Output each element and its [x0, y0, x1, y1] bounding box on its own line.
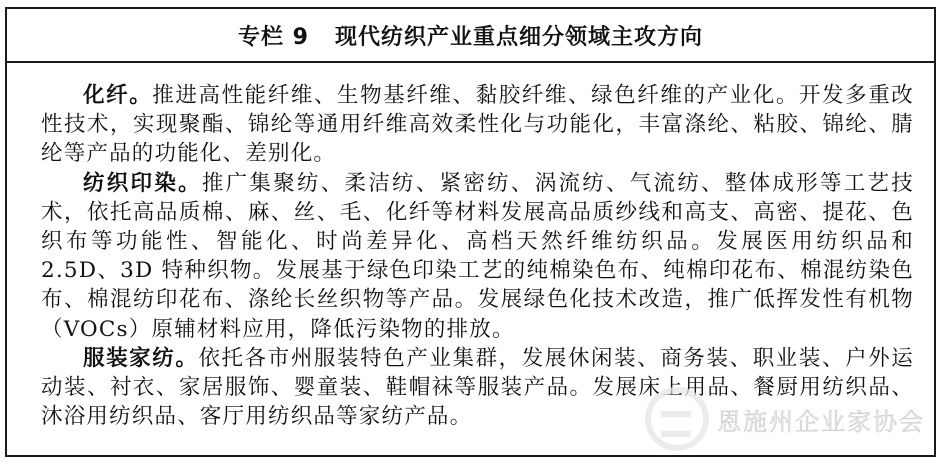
- paragraph-chemical-fiber: [41, 81, 914, 169]
- watermark-text: 恩施州企业家协会: [717, 407, 925, 436]
- watermark: [645, 387, 925, 451]
- paragraph-text: 推广集聚纺、柔洁纺、紧密纺、涡流纺、气流纺、整体成形等工艺技术，依托高品质棉、麻、丝、毛、化纤等材料发展高品质纱线和高支、高密、提花、色织布等功能性、智能化、时尚差异化、高档天然纤维纺织品。发展医用纺织品和 2.5D、3D 特种织物。发展基于绿色印染工艺的纯棉染色布、纯棉印花布、棉混纺染色布、棉混纺印花布、涤纶长丝织物等产品。发展绿色化技术改造，推广低挥发性有机物（VOCs）原辅材料应用，降低污染物的排放。: [41, 170, 914, 342]
- paragraph-text: 依托各市州服装特色产业集群，发展休闲装、商务装、职业装、户外运动装、衬衣、家居服饰、婴童装、鞋帽袜等服装产品。发展床上用品、餐厨用纺织品、沐浴用纺织品、客厅用纺织品等家纺产品。: [41, 345, 914, 430]
- paragraph-lead: 纺织印染。: [83, 170, 202, 196]
- paragraph-lead: 化纤。: [83, 83, 153, 108]
- column-content: [41, 81, 914, 431]
- paragraph-text: 推进高性能纤维、生物基纤维、黏胶纤维、绿色纤维的产业化。开发多重改性技术，实现聚酯、锦纶等通用纤维高效柔性化与功能化，丰富涤纶、粘胶、锦纶、腈纶等产品的功能化、差别化。: [41, 83, 915, 167]
- column-title: 现代纺织产业重点细分领域主攻方向: [334, 24, 703, 50]
- column-title-row: [7, 9, 934, 63]
- column-label: 专栏 9: [238, 24, 309, 50]
- paragraph-lead: 服装家纺。: [83, 345, 199, 371]
- paragraph-textile-dyeing: [41, 169, 914, 344]
- association-logo-icon: [645, 387, 709, 451]
